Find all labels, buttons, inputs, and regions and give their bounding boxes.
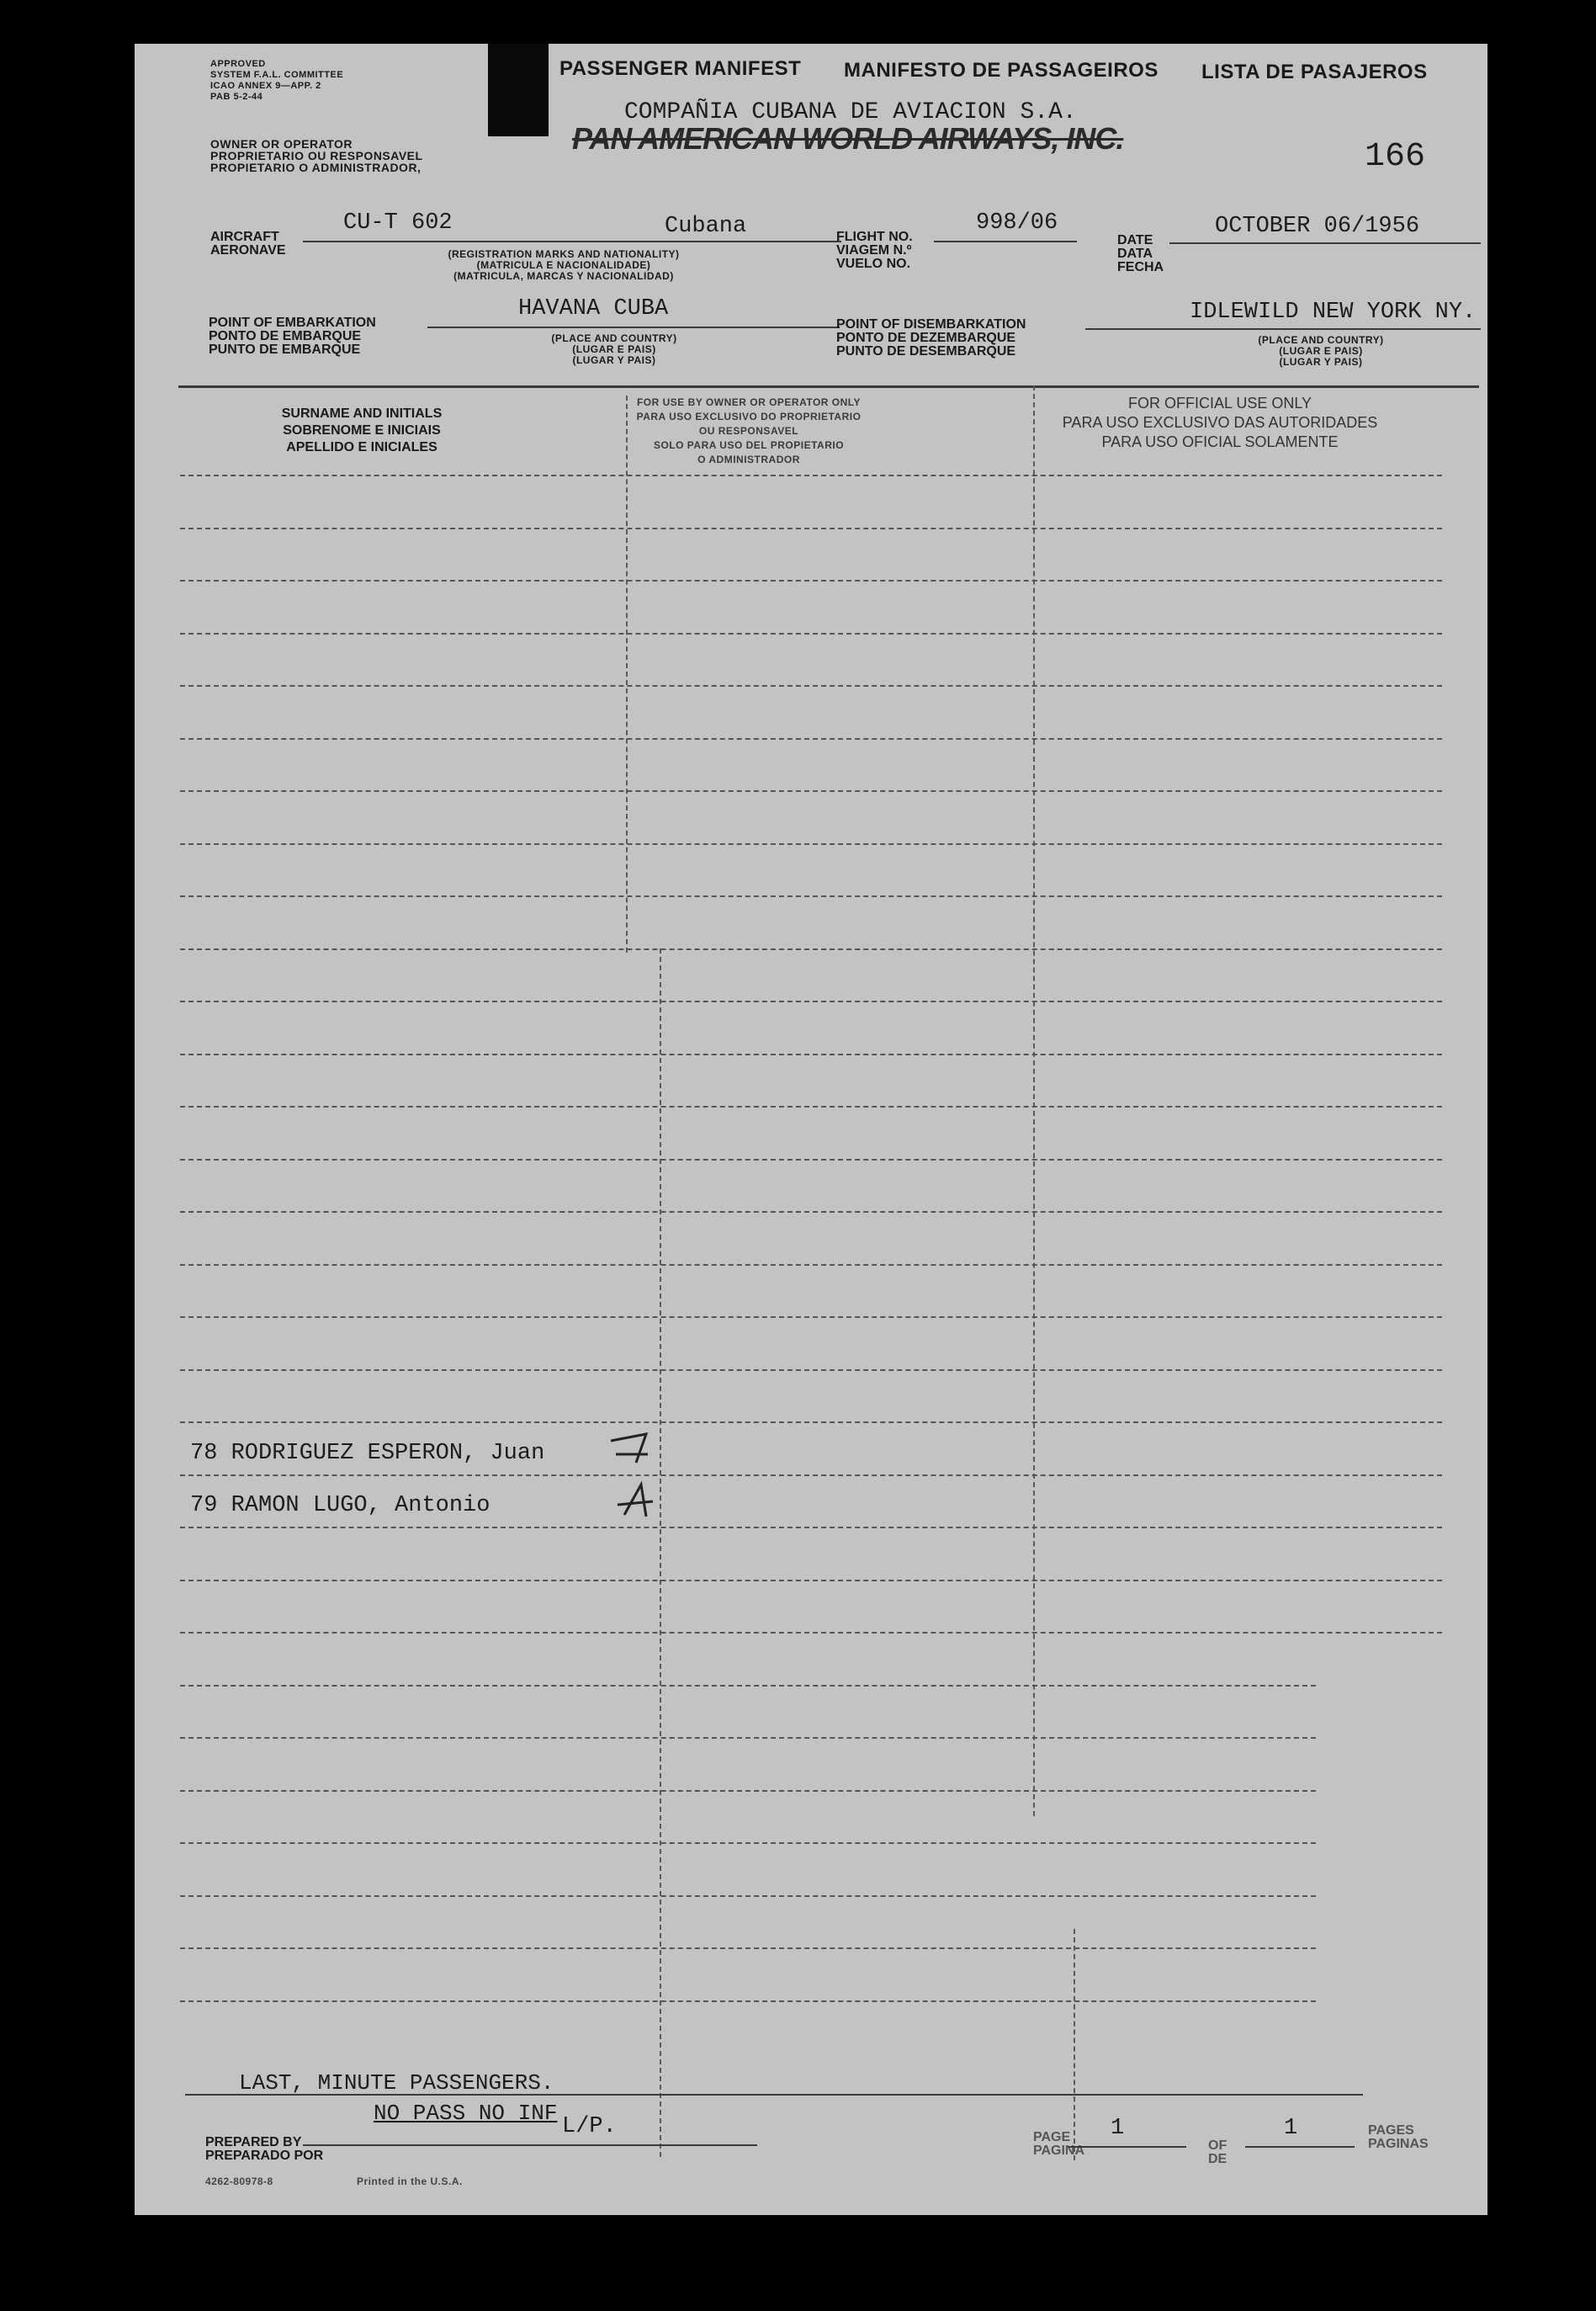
pages-label-en: PAGES [1368,2123,1414,2138]
table-row-rule [180,1737,1316,1739]
flight-label-es: VUELO NO. [836,257,911,271]
table-row-rule [180,1264,1442,1266]
title-en: PASSENGER MANIFEST [559,57,802,80]
caption-line: (MATRICULA E NACIONALIDADE) [476,259,651,271]
no-pass-note: NO PASS NO INF [374,2101,558,2126]
table-row-rule [180,1054,1442,1055]
approval-line: APPROVED [210,59,266,69]
column-header-official [1010,394,1430,452]
table-row-rule [180,1790,1316,1792]
black-stamp-mark [488,44,549,136]
aircraft-carrier: Cubana [665,214,747,239]
disembarkation-label [836,318,1026,359]
prepared-by-label [205,2136,323,2163]
table-row-rule [180,948,1442,950]
caption-line: (MATRICULA, MARCAS Y NACIONALIDAD) [453,270,674,282]
embarkation-value: HAVANA CUBA [518,296,669,321]
passenger-row [190,1441,544,1466]
page-label-en: PAGE [1033,2130,1071,2144]
disembarkation-caption [1195,335,1447,368]
owner-label-es: PROPIETARIO O ADMINISTRADOR, [210,161,422,174]
passenger-row [190,1493,490,1518]
page-label-es: PAGINA [1033,2144,1085,2158]
table-row-rule [180,1474,1442,1476]
pages-label [1368,2124,1429,2151]
table-row-rule [180,1580,1442,1581]
title-es: LISTA DE PASAJEROS [1201,61,1428,83]
table-row-rule [180,1947,1316,1949]
flight-label-en: FLIGHT NO. [836,230,913,244]
disembarkation-value: IDLEWILD NEW YORK NY. [1190,300,1477,325]
aircraft-label-es: AERONAVE [210,243,286,258]
passenger-number: 79 [190,1493,218,1518]
embarkation-label-en: POINT OF EMBARKATION [209,316,376,330]
table-row-rule [180,790,1442,792]
date-label-pt: DATA [1117,247,1153,261]
prepared-by-en: PREPARED BY [205,2135,302,2149]
flight-label [836,231,913,271]
owner-label [210,138,423,173]
footer-rule [185,2094,1363,2096]
aircraft-rule [303,241,841,242]
approval-block [210,59,343,103]
table-row-rule [180,685,1442,687]
of-label [1208,2139,1227,2166]
table-row-rule [180,1632,1442,1634]
aircraft-caption [387,249,740,282]
caption-line: (PLACE AND COUNTRY) [1258,334,1384,346]
embarkation-label-pt: PONTO DE EMBARQUE [209,329,362,343]
disembarkation-label-pt: PONTO DE DEZEMBARQUE [836,331,1016,345]
table-row-rule [180,475,1442,476]
flight-date: OCTOBER 06/1956 [1215,214,1420,239]
last-minute-note: LAST, MINUTE PASSENGERS. [239,2070,554,2096]
flight-rule [934,241,1077,242]
page-total-rule [1245,2146,1355,2148]
column-header-line: PARA USO EXCLUSIVO DAS AUTORIDADES [1062,414,1378,431]
aircraft-registration: CU-T 602 [343,210,453,236]
column-header-line: FOR OFFICIAL USE ONLY [1127,395,1312,412]
table-row-rule [180,633,1442,635]
embarkation-rule [427,327,840,328]
owner-label-en: OWNER OR OPERATOR [210,137,353,151]
approval-line: SYSTEM F.A.L. COMMITTEE [210,70,344,80]
column-divider [626,396,628,953]
column-divider [1074,1929,1075,2160]
column-header-line: PARA USO EXCLUSIVO DO PROPRIETARIO [636,411,862,422]
column-header-line: PARA USO OFICIAL SOLAMENTE [1101,433,1339,450]
table-row-rule [180,528,1442,529]
column-header-line: APELLIDO E INICIALES [286,440,437,454]
prepared-by-rule [303,2144,757,2146]
page-total: 1 [1284,2116,1298,2141]
table-row-rule [180,843,1442,845]
table-row-rule [180,1316,1442,1318]
passenger-number: 78 [190,1441,218,1466]
table-row-rule [180,1369,1442,1371]
disembarkation-label-en: POINT OF DISEMBARKATION [836,317,1026,332]
column-header-line: SURNAME AND INITIALS [281,406,443,421]
embarkation-label [209,316,376,357]
column-header-operator [589,396,909,467]
handwritten-mark [606,1432,656,1525]
table-row-rule [180,580,1442,582]
prepared-by-es: PREPARADO POR [205,2149,324,2163]
caption-line: (LUGAR Y PAIS) [1279,356,1363,368]
aircraft-label-en: AIRCRAFT [210,230,279,244]
approval-line: ICAO ANNEX 9—APP. 2 [210,81,321,91]
embarkation-label-es: PUNTO DE EMBARQUE [209,343,361,357]
operator-name: COMPAÑIA CUBANA DE AVIACION S.A. [624,99,1077,125]
table-row-rule [180,1895,1316,1897]
owner-label-pt: PROPRIETARIO OU RESPONSAVEL [210,149,423,162]
table-row-rule [180,1001,1442,1002]
form-number: 4262-80978-8 [205,2176,273,2187]
printed-in: Printed in the U.S.A. [357,2176,463,2187]
column-header-line: O ADMINISTRADOR [697,454,800,465]
caption-line: (REGISTRATION MARKS AND NATIONALITY) [448,248,680,260]
date-label-en: DATE [1117,233,1153,247]
disembarkation-label-es: PUNTO DE DESEMBARQUE [836,344,1016,359]
table-row-rule [180,2000,1316,2002]
sheet-number: 166 [1365,138,1426,176]
column-divider [1033,385,1035,1816]
page-number: 1 [1111,2116,1125,2141]
column-header-line: SOLO PARA USO DEL PROPIETARIO [653,439,845,451]
column-header-line: SOBRENOME E INICIAIS [283,423,441,438]
of-label-en: OF [1208,2138,1227,2153]
date-label-es: FECHA [1117,260,1164,274]
passenger-name: RAMON LUGO, Antonio [231,1493,490,1518]
caption-line: (PLACE AND COUNTRY) [551,332,677,344]
caption-line: (LUGAR Y PAIS) [572,354,656,366]
date-label [1117,234,1164,274]
caption-line: (LUGAR E PAIS) [572,343,656,355]
column-divider [660,948,661,2157]
title-pt: MANIFESTO DE PASSAGEIROS [844,59,1159,82]
page-label [1033,2131,1084,2158]
flight-number: 998/06 [976,210,1058,236]
table-row-rule [180,738,1442,740]
table-row-rule [180,1211,1442,1213]
mark-stroke [611,1434,648,1463]
disembarkation-rule [1085,328,1481,330]
column-header-names [194,406,530,456]
table-row-rule [180,1159,1442,1161]
table-top-rule [178,385,1479,388]
table-row-rule [180,1421,1442,1423]
flight-label-pt: VIAGEM N.º [836,243,912,258]
of-label-es: DE [1208,2152,1227,2166]
column-header-line: OU RESPONSAVEL [698,425,799,437]
struck-operator-name: PAN AMERICAN WORLD AIRWAYS, INC. [572,121,1124,156]
column-header-line: FOR USE BY OWNER OR OPERATOR ONLY [636,396,862,408]
approval-line: PAB 5-2-44 [210,92,263,102]
aircraft-label [210,231,286,258]
date-rule [1169,242,1481,244]
table-row-rule [180,895,1442,897]
table-row-rule [180,1685,1316,1687]
page-rule [1068,2146,1186,2148]
manifest-sheet [135,44,1487,2215]
prepared-by-value: L/P. [562,2114,617,2139]
table-row-rule [180,1106,1442,1108]
mark-stroke [618,1485,653,1517]
pages-label-es: PAGINAS [1368,2137,1429,2151]
passenger-name: RODRIGUEZ ESPERON, Juan [231,1441,545,1466]
caption-line: (LUGAR E PAIS) [1279,345,1363,357]
table-row-rule [180,1527,1442,1528]
embarkation-caption [488,333,740,366]
table-row-rule [180,1842,1316,1844]
